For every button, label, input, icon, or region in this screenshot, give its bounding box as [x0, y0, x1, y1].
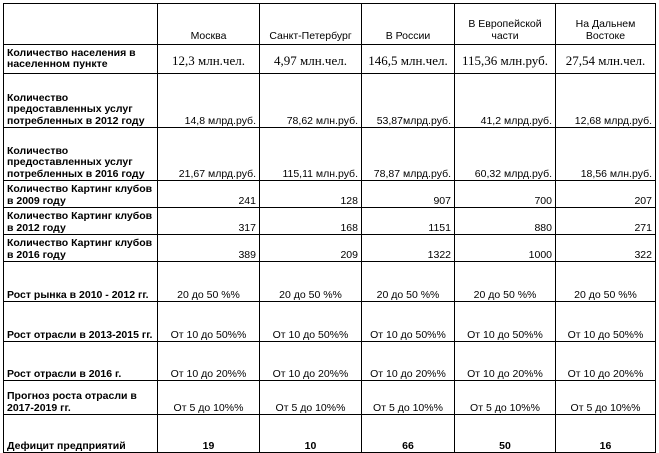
header-cell-moscow: Москва — [158, 4, 260, 45]
table-cell: 10 — [260, 415, 362, 453]
table-cell: 907 — [362, 181, 455, 208]
table-cell: От 10 до 50%% — [556, 302, 656, 342]
table-cell: 317 — [158, 208, 260, 235]
table-cell: 700 — [455, 181, 556, 208]
table-cell: От 5 до 10%% — [260, 381, 362, 415]
row-label: Количество Картинг клубов в 2012 году — [4, 208, 158, 235]
table-cell: 1322 — [362, 235, 455, 262]
row-label: Количество населения в населенном пункте — [4, 45, 158, 74]
table-cell: 20 до 50 %% — [455, 262, 556, 302]
table-cell: 60,32 млрд.руб. — [455, 128, 556, 181]
table-cell: 4,97 млн.чел. — [260, 45, 362, 74]
table-cell: 322 — [556, 235, 656, 262]
row-label: Количество предоставленных услуг потребленных в 2016 году — [4, 128, 158, 181]
table-cell: 20 до 50 %% — [260, 262, 362, 302]
table-cell: От 10 до 50%% — [362, 302, 455, 342]
table-cell: От 10 до 20%% — [556, 342, 656, 381]
table-cell: От 5 до 10%% — [556, 381, 656, 415]
row-label: Количество Картинг клубов в 2016 году — [4, 235, 158, 262]
table-cell: 53,87млрд.руб. — [362, 74, 455, 128]
table-row — [4, 208, 656, 235]
header-row — [4, 4, 656, 45]
header-cell-europe: В Европейской части — [455, 4, 556, 45]
table-cell: 14,8 млрд.руб. — [158, 74, 260, 128]
table-cell: 12,3 млн.чел. — [158, 45, 260, 74]
row-label: Рост отрасли в 2013-2015 гг. — [4, 302, 158, 342]
table-row — [4, 74, 656, 128]
table-cell: От 10 до 20%% — [158, 342, 260, 381]
table-cell: 209 — [260, 235, 362, 262]
header-cell-russia: В России — [362, 4, 455, 45]
table-cell: 241 — [158, 181, 260, 208]
table-cell: 1151 — [362, 208, 455, 235]
table-cell: 41,2 млрд.руб. — [455, 74, 556, 128]
table-cell: 1000 — [455, 235, 556, 262]
table-row — [4, 262, 656, 302]
table-cell: От 10 до 20%% — [260, 342, 362, 381]
table-cell: 78,62 млн.руб. — [260, 74, 362, 128]
table-row — [4, 45, 656, 74]
table-cell: 207 — [556, 181, 656, 208]
row-label: Количество предоставленных услуг потребленных в 2012 году — [4, 74, 158, 128]
table-row — [4, 415, 656, 453]
row-label: Дефицит предприятий — [4, 415, 158, 453]
table-cell: 880 — [455, 208, 556, 235]
row-label: Рост отрасли в 2016 г. — [4, 342, 158, 381]
table-cell: 78,87 млрд.руб. — [362, 128, 455, 181]
table-cell: От 10 до 50%% — [260, 302, 362, 342]
table-cell: 271 — [556, 208, 656, 235]
table-row — [4, 181, 656, 208]
row-label: Прогноз роста отрасли в 2017-2019 гг. — [4, 381, 158, 415]
table-row — [4, 342, 656, 381]
row-label: Количество Картинг клубов в 2009 году — [4, 181, 158, 208]
header-cell-empty — [4, 4, 158, 45]
table-cell: От 5 до 10%% — [158, 381, 260, 415]
table-cell: 27,54 млн.чел. — [556, 45, 656, 74]
table-cell: 115,11 млн.руб. — [260, 128, 362, 181]
table-cell: От 5 до 10%% — [455, 381, 556, 415]
header-cell-spb: Санкт-Петербург — [260, 4, 362, 45]
table-cell: 115,36 млн.руб. — [455, 45, 556, 74]
table-cell: От 10 до 50%% — [455, 302, 556, 342]
table-cell: От 5 до 10%% — [362, 381, 455, 415]
table-cell: 20 до 50 %% — [362, 262, 455, 302]
table-cell: 146,5 млн.чел. — [362, 45, 455, 74]
table-row — [4, 235, 656, 262]
row-label: Рост рынка в 2010 - 2012 гг. — [4, 262, 158, 302]
table-cell: 12,68 млрд.руб. — [556, 74, 656, 128]
table-cell: 66 — [362, 415, 455, 453]
table-cell: 18,56 млн.руб. — [556, 128, 656, 181]
table-cell: От 10 до 50%% — [158, 302, 260, 342]
table-cell: 20 до 50 %% — [556, 262, 656, 302]
table-cell: 21,67 млрд.руб. — [158, 128, 260, 181]
table-row — [4, 302, 656, 342]
table-cell: 389 — [158, 235, 260, 262]
table-row — [4, 128, 656, 181]
table-cell: 19 — [158, 415, 260, 453]
header-cell-far-east: На Дальнем Востоке — [556, 4, 656, 45]
table-cell: От 10 до 20%% — [455, 342, 556, 381]
table-cell: 168 — [260, 208, 362, 235]
table-row — [4, 381, 656, 415]
table-cell: 16 — [556, 415, 656, 453]
table-cell: 20 до 50 %% — [158, 262, 260, 302]
table-cell: 50 — [455, 415, 556, 453]
table-cell: 128 — [260, 181, 362, 208]
data-table — [3, 3, 656, 453]
table-cell: От 10 до 20%% — [362, 342, 455, 381]
